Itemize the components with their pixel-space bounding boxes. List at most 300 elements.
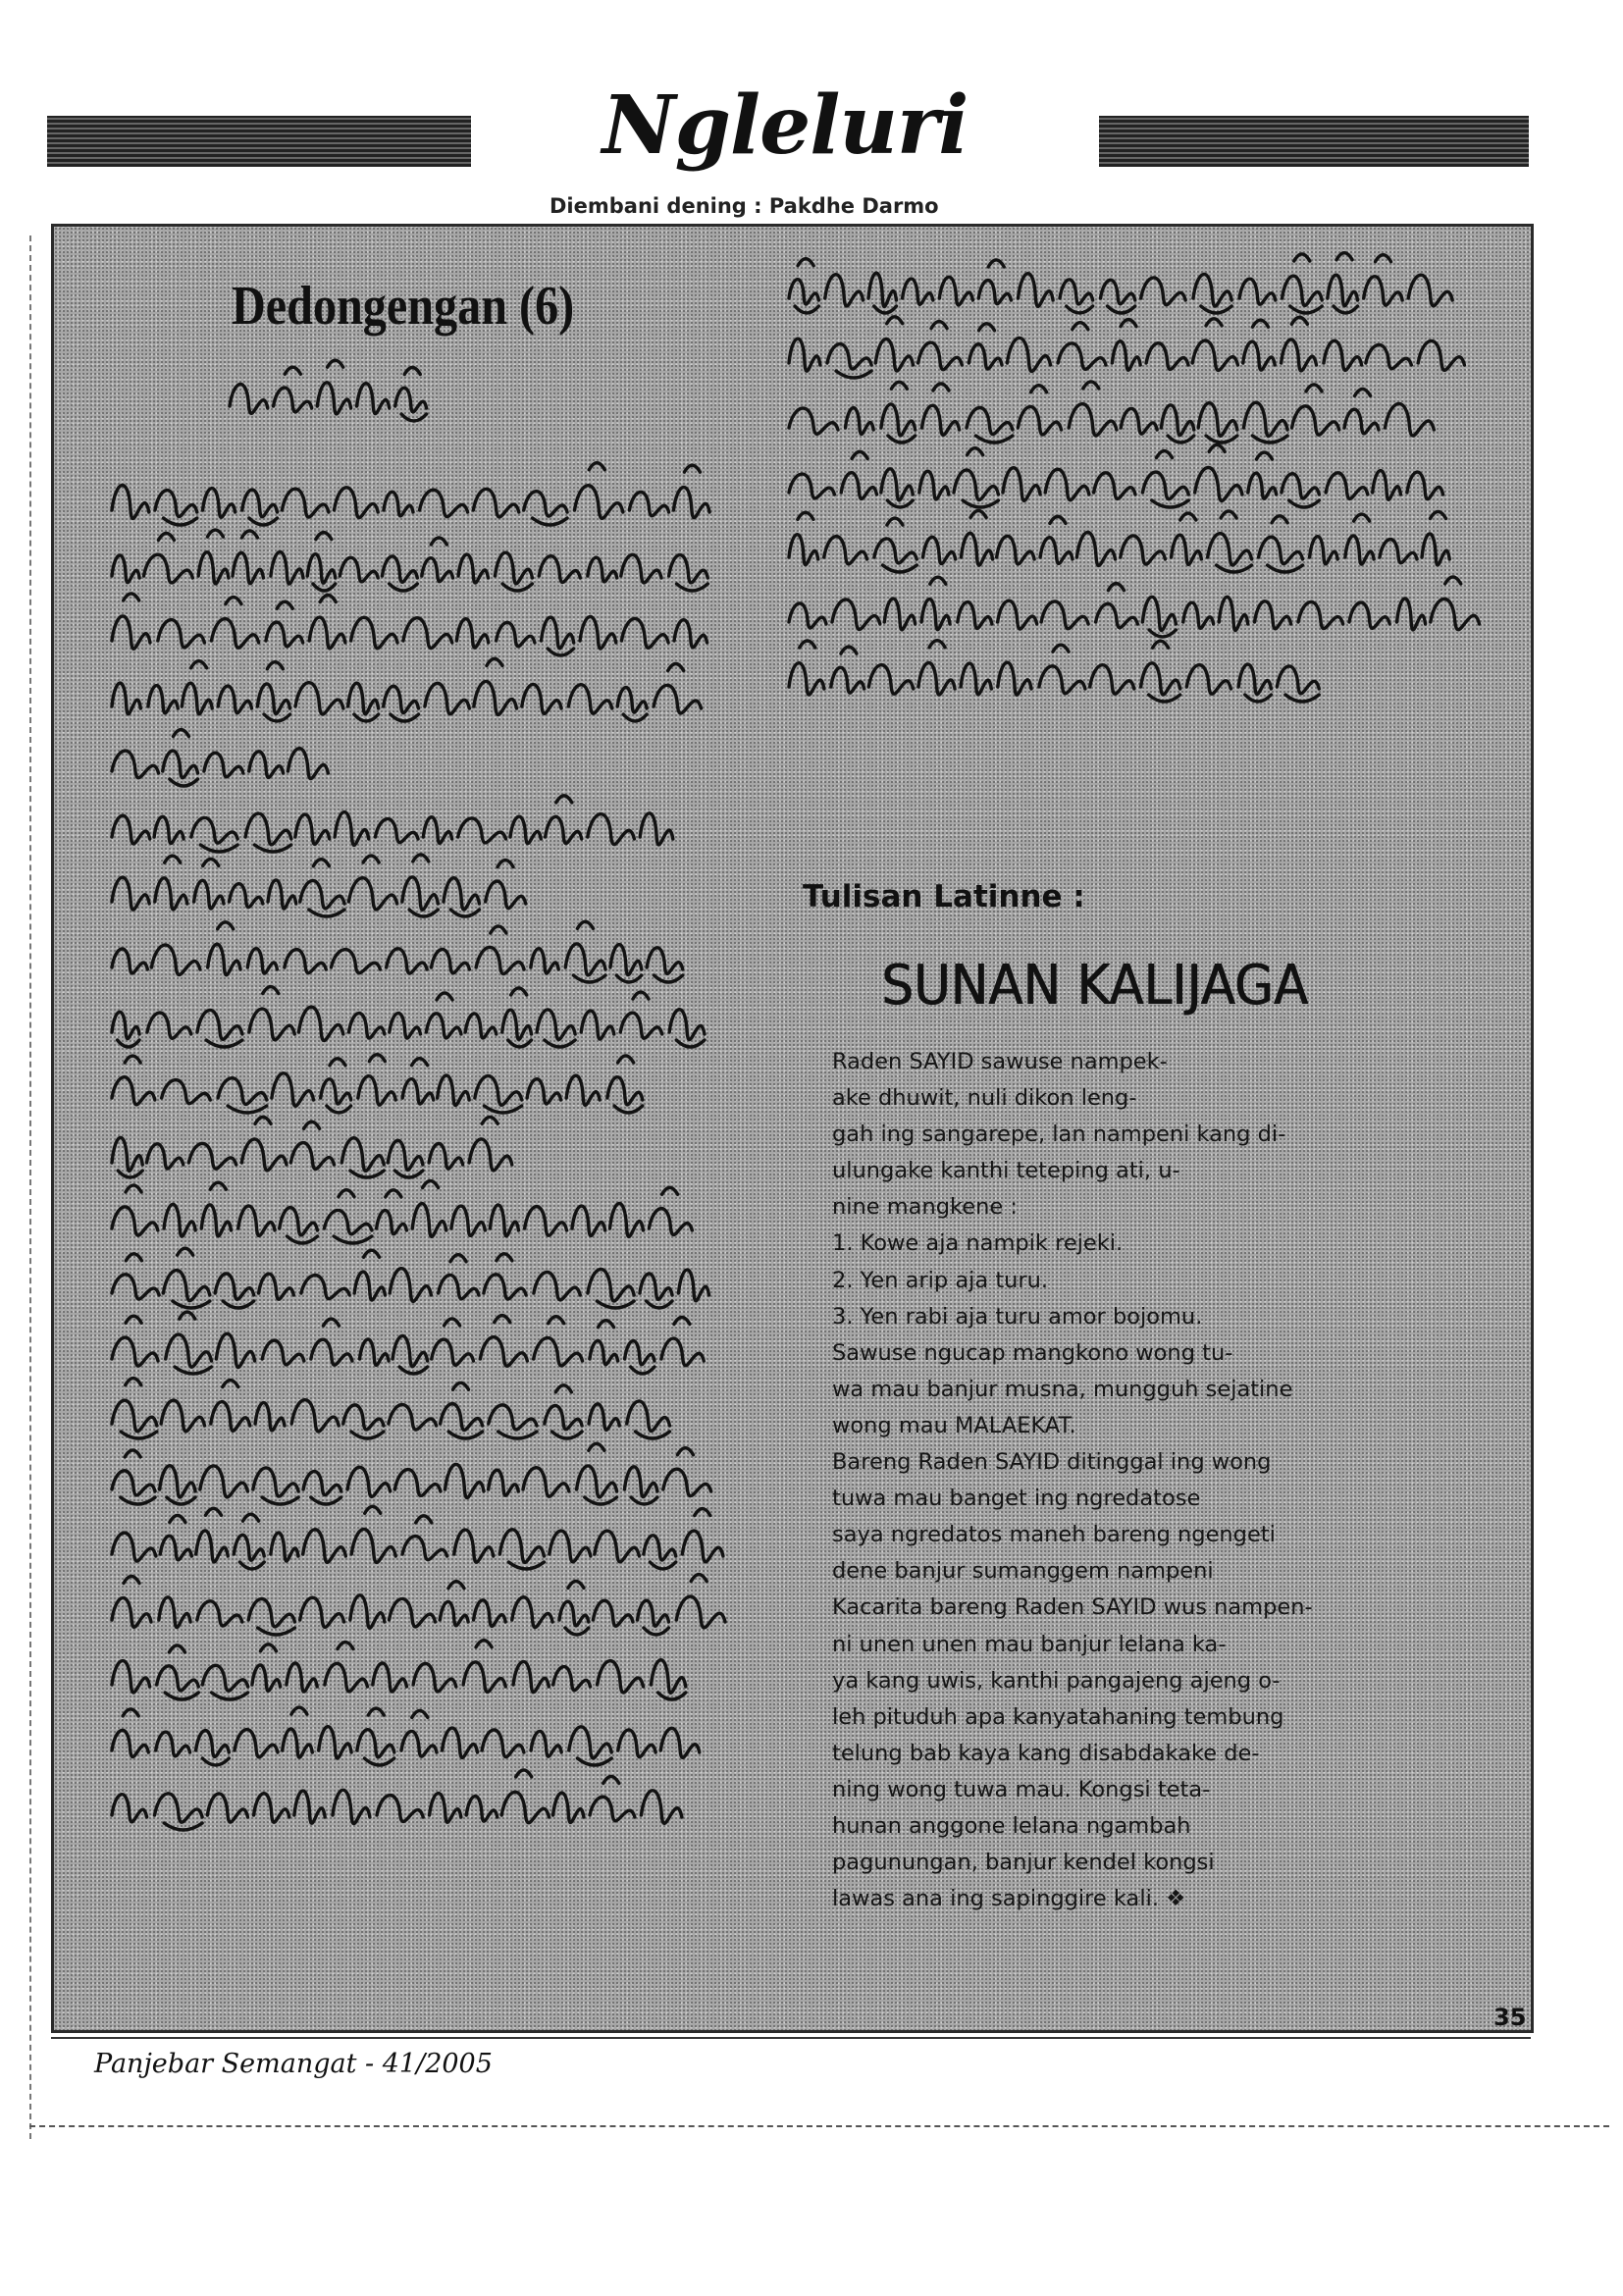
script-glyph bbox=[359, 1339, 389, 1365]
script-glyph bbox=[527, 1078, 560, 1103]
script-glyph bbox=[188, 1143, 236, 1169]
script-glyph bbox=[454, 1530, 494, 1562]
script-glyph bbox=[317, 360, 350, 414]
script-glyph bbox=[607, 1055, 643, 1112]
script-glyph bbox=[1326, 473, 1368, 499]
script-glyph bbox=[208, 921, 240, 974]
script-glyph bbox=[249, 752, 284, 778]
script-glyph bbox=[553, 1793, 584, 1822]
script-glyph bbox=[112, 486, 149, 519]
script-glyph bbox=[394, 1469, 441, 1495]
script-glyph bbox=[426, 993, 460, 1038]
script-glyph bbox=[375, 818, 418, 842]
story-line: ning wong tuwa mau. Kongsi teta- bbox=[832, 1776, 1211, 1802]
script-glyph bbox=[572, 1206, 605, 1235]
story-line: lawas ana ing sapinggire kali. ❖ bbox=[832, 1886, 1186, 1912]
script-glyph bbox=[155, 491, 197, 525]
story-title: SUNAN KALIJAGA bbox=[881, 954, 1308, 1018]
script-glyph bbox=[341, 1138, 384, 1177]
script-glyph bbox=[654, 663, 701, 712]
script-glyph bbox=[247, 948, 277, 972]
script-glyph bbox=[162, 1079, 211, 1103]
script-glyph bbox=[311, 1319, 352, 1365]
script-glyph bbox=[230, 884, 263, 908]
script-glyph bbox=[789, 259, 818, 313]
script-glyph bbox=[198, 530, 229, 584]
script-glyph bbox=[1003, 468, 1040, 501]
script-glyph bbox=[303, 1471, 341, 1503]
script-glyph bbox=[340, 557, 378, 582]
story-line: Raden SAYID sawuse nampek- bbox=[832, 1049, 1168, 1074]
javanese-script-line bbox=[108, 1252, 716, 1311]
script-glyph bbox=[288, 749, 328, 779]
script-glyph bbox=[546, 795, 582, 843]
script-glyph bbox=[401, 1710, 437, 1756]
script-glyph bbox=[539, 555, 580, 582]
script-glyph bbox=[218, 1077, 267, 1112]
script-glyph bbox=[112, 554, 139, 582]
script-glyph bbox=[241, 1117, 287, 1170]
script-glyph bbox=[194, 859, 224, 909]
script-glyph bbox=[624, 1466, 656, 1503]
script-glyph bbox=[1069, 382, 1117, 436]
javanese-script-line bbox=[108, 730, 353, 789]
script-glyph bbox=[390, 1269, 431, 1302]
script-glyph bbox=[148, 685, 178, 712]
scan-cut-line bbox=[29, 2125, 1609, 2127]
script-glyph bbox=[441, 1383, 483, 1438]
script-glyph bbox=[1183, 602, 1214, 628]
script-glyph bbox=[280, 1207, 318, 1242]
script-glyph bbox=[489, 1405, 537, 1438]
script-glyph bbox=[262, 1340, 303, 1365]
script-glyph bbox=[291, 1400, 339, 1432]
script-glyph bbox=[377, 1189, 407, 1233]
javanese-script-line bbox=[108, 926, 716, 985]
script-glyph bbox=[967, 408, 1013, 443]
script-glyph bbox=[154, 816, 183, 843]
script-glyph bbox=[566, 1075, 600, 1105]
script-glyph bbox=[559, 1581, 589, 1635]
script-glyph bbox=[569, 1726, 611, 1764]
script-glyph bbox=[444, 878, 479, 916]
script-glyph bbox=[1208, 511, 1252, 572]
script-glyph bbox=[295, 682, 343, 713]
script-glyph bbox=[789, 408, 838, 434]
script-glyph bbox=[1076, 533, 1115, 566]
script-glyph bbox=[1380, 540, 1417, 563]
script-glyph bbox=[588, 1270, 634, 1308]
script-glyph bbox=[203, 489, 236, 518]
script-glyph bbox=[112, 1254, 159, 1299]
script-glyph bbox=[1018, 386, 1061, 435]
script-glyph bbox=[335, 811, 369, 845]
script-glyph bbox=[282, 489, 328, 517]
script-glyph bbox=[475, 1075, 522, 1112]
script-glyph bbox=[384, 492, 413, 515]
script-glyph bbox=[476, 925, 524, 973]
script-glyph bbox=[430, 1794, 461, 1823]
script-glyph bbox=[238, 1206, 275, 1235]
script-glyph bbox=[157, 1645, 199, 1699]
script-glyph bbox=[351, 1506, 395, 1562]
script-glyph bbox=[903, 279, 933, 304]
script-glyph bbox=[939, 277, 972, 305]
script-glyph bbox=[319, 1726, 351, 1757]
script-glyph bbox=[1255, 601, 1291, 629]
script-glyph bbox=[285, 949, 326, 972]
javanese-script-line bbox=[108, 1383, 697, 1441]
script-glyph bbox=[1328, 253, 1358, 313]
script-glyph bbox=[674, 620, 707, 648]
story-line: pagunungan, banjur kendel kongsi bbox=[832, 1850, 1215, 1876]
script-glyph bbox=[191, 817, 237, 852]
script-glyph bbox=[644, 1536, 676, 1569]
script-glyph bbox=[553, 1667, 591, 1691]
script-glyph bbox=[432, 1318, 474, 1364]
script-glyph bbox=[423, 816, 451, 843]
script-glyph bbox=[510, 816, 541, 843]
script-glyph bbox=[230, 384, 268, 413]
script-glyph bbox=[216, 1333, 254, 1367]
script-glyph bbox=[348, 683, 379, 721]
script-glyph bbox=[202, 1665, 247, 1699]
javanese-script-line bbox=[108, 1057, 657, 1116]
script-glyph bbox=[482, 1730, 524, 1757]
script-glyph bbox=[158, 620, 204, 648]
script-glyph bbox=[1324, 340, 1362, 370]
script-glyph bbox=[201, 1182, 231, 1236]
script-glyph bbox=[425, 683, 469, 713]
script-glyph bbox=[1019, 274, 1054, 307]
script-glyph bbox=[443, 1728, 478, 1757]
script-glyph bbox=[1407, 472, 1443, 499]
story-line: wong mau MALAEKAT. bbox=[832, 1412, 1076, 1438]
script-glyph bbox=[1259, 516, 1303, 572]
javanese-script-line bbox=[785, 387, 1462, 445]
story-line: Kacarita bareng Raden SAYID wus nampen- bbox=[832, 1594, 1313, 1621]
script-glyph bbox=[266, 601, 303, 647]
publication-credit: Panjebar Semangat - 41/2005 bbox=[94, 2049, 493, 2079]
script-glyph bbox=[531, 1731, 561, 1756]
script-glyph bbox=[163, 730, 198, 786]
script-glyph bbox=[1239, 279, 1276, 304]
story-line: tuwa mau banget ing ngredatose bbox=[832, 1486, 1201, 1512]
javanese-script-line bbox=[108, 469, 716, 528]
script-glyph bbox=[112, 1184, 158, 1234]
script-glyph bbox=[923, 537, 956, 563]
javanese-script-line bbox=[226, 365, 442, 424]
story-line: Bareng Raden SAYID ditinggal ing wong bbox=[832, 1449, 1272, 1476]
javanese-script-line bbox=[108, 1187, 697, 1246]
script-glyph bbox=[413, 1663, 456, 1692]
script-glyph bbox=[577, 1443, 617, 1504]
script-glyph bbox=[1121, 536, 1166, 564]
script-glyph bbox=[357, 384, 390, 414]
script-glyph bbox=[881, 469, 913, 507]
script-glyph bbox=[568, 684, 611, 712]
script-glyph bbox=[403, 618, 452, 649]
story-line: leh pituduh apa kanyatahaning tembung bbox=[832, 1703, 1284, 1730]
script-glyph bbox=[647, 947, 683, 981]
javanese-script-line bbox=[108, 1774, 697, 1833]
script-glyph bbox=[1146, 343, 1188, 370]
script-glyph bbox=[389, 1598, 435, 1626]
story-line: ulungake kanthi teteping ati, u- bbox=[832, 1158, 1180, 1184]
story-line: 1. Kowe aja nampik rejeki. bbox=[832, 1230, 1124, 1257]
script-glyph bbox=[1349, 602, 1389, 628]
script-glyph bbox=[354, 1250, 385, 1300]
script-glyph bbox=[545, 1385, 582, 1438]
script-glyph bbox=[824, 537, 867, 564]
javanese-script-line bbox=[108, 1709, 716, 1768]
script-glyph bbox=[112, 1795, 147, 1822]
script-glyph bbox=[321, 1058, 351, 1112]
script-glyph bbox=[268, 880, 296, 909]
script-glyph bbox=[211, 1381, 250, 1432]
script-glyph bbox=[789, 603, 826, 628]
script-glyph bbox=[294, 1791, 325, 1823]
page-number: 35 bbox=[1493, 2004, 1527, 2031]
javanese-script-line bbox=[108, 796, 687, 855]
script-glyph bbox=[463, 1641, 505, 1693]
script-glyph bbox=[373, 1663, 407, 1692]
script-glyph bbox=[502, 988, 532, 1047]
script-glyph bbox=[581, 1011, 613, 1039]
script-glyph bbox=[159, 1596, 190, 1627]
script-glyph bbox=[218, 686, 251, 713]
script-glyph bbox=[918, 322, 963, 370]
script-glyph bbox=[395, 367, 427, 421]
script-glyph bbox=[490, 1204, 518, 1235]
script-glyph bbox=[522, 684, 561, 713]
javanese-script-line bbox=[785, 516, 1462, 575]
javanese-script-line bbox=[108, 1318, 716, 1377]
script-glyph bbox=[580, 616, 616, 649]
script-glyph bbox=[351, 617, 397, 648]
script-glyph bbox=[617, 687, 647, 720]
script-glyph bbox=[274, 367, 312, 412]
script-glyph bbox=[166, 1312, 212, 1374]
script-glyph bbox=[513, 1661, 549, 1692]
javanese-script-line bbox=[108, 1448, 716, 1507]
latin-subhead: Tulisan Latinne : bbox=[803, 879, 1085, 914]
script-glyph bbox=[534, 1272, 580, 1299]
script-glyph bbox=[287, 1663, 317, 1692]
script-glyph bbox=[649, 1187, 692, 1234]
script-glyph bbox=[301, 1276, 349, 1299]
script-glyph bbox=[978, 260, 1011, 304]
script-glyph bbox=[1161, 405, 1193, 443]
story-line: ni unen unen mau banjur lelana ka- bbox=[832, 1631, 1227, 1657]
story-line: wa mau banjur musna, mungguh sejatine bbox=[832, 1376, 1293, 1402]
script-glyph bbox=[211, 598, 258, 649]
script-glyph bbox=[160, 1515, 191, 1559]
script-glyph bbox=[954, 448, 998, 507]
script-glyph bbox=[669, 1010, 705, 1047]
script-glyph bbox=[402, 1516, 446, 1560]
script-glyph bbox=[235, 1729, 278, 1756]
script-glyph bbox=[918, 641, 955, 695]
javanese-script-line bbox=[785, 451, 1462, 510]
script-glyph bbox=[458, 554, 488, 583]
script-glyph bbox=[1172, 513, 1202, 564]
script-glyph bbox=[489, 1470, 519, 1495]
script-glyph bbox=[298, 1007, 342, 1040]
script-glyph bbox=[610, 944, 642, 981]
script-glyph bbox=[112, 1379, 157, 1438]
script-glyph bbox=[402, 1058, 434, 1103]
script-glyph bbox=[451, 1206, 485, 1235]
script-glyph bbox=[112, 1316, 158, 1366]
story-line: dene banjur sumanggem nampeni bbox=[832, 1558, 1214, 1585]
script-glyph bbox=[629, 492, 668, 515]
script-glyph bbox=[1007, 338, 1050, 371]
script-glyph bbox=[958, 602, 992, 629]
story-line: ake dhuwit, nuli dikon leng- bbox=[832, 1085, 1137, 1112]
script-glyph bbox=[875, 317, 913, 371]
story-body bbox=[832, 1044, 1440, 1917]
script-glyph bbox=[595, 1531, 640, 1562]
script-glyph bbox=[1385, 403, 1434, 436]
script-glyph bbox=[1292, 385, 1339, 435]
script-glyph bbox=[290, 1122, 334, 1169]
javanese-script-line bbox=[108, 1513, 716, 1572]
script-glyph bbox=[969, 324, 1002, 369]
script-glyph bbox=[390, 1014, 421, 1039]
script-glyph bbox=[919, 471, 949, 499]
script-glyph bbox=[1238, 664, 1271, 702]
script-glyph bbox=[1243, 402, 1287, 443]
script-glyph bbox=[112, 1708, 148, 1756]
script-glyph bbox=[1366, 344, 1411, 368]
script-glyph bbox=[841, 451, 876, 498]
script-glyph bbox=[598, 1661, 644, 1693]
script-glyph bbox=[998, 600, 1037, 629]
script-glyph bbox=[789, 339, 820, 371]
script-glyph bbox=[348, 856, 396, 910]
script-glyph bbox=[1219, 597, 1247, 630]
script-glyph bbox=[922, 384, 960, 435]
script-glyph bbox=[234, 1514, 264, 1569]
script-glyph bbox=[534, 1316, 583, 1365]
script-glyph bbox=[537, 1010, 575, 1047]
script-glyph bbox=[610, 1203, 644, 1236]
javanese-script-line bbox=[108, 1122, 520, 1180]
masthead-title: Nglelurі bbox=[471, 57, 1099, 214]
script-glyph bbox=[300, 860, 344, 916]
javanese-script-line bbox=[108, 665, 716, 724]
script-glyph bbox=[358, 1054, 395, 1105]
script-glyph bbox=[501, 1770, 549, 1823]
script-glyph bbox=[1101, 280, 1135, 313]
script-glyph bbox=[252, 1644, 281, 1692]
script-glyph bbox=[588, 813, 635, 844]
script-glyph bbox=[531, 948, 558, 972]
script-glyph bbox=[382, 555, 417, 590]
script-glyph bbox=[112, 1576, 151, 1627]
script-glyph bbox=[144, 533, 193, 583]
script-glyph bbox=[627, 1401, 670, 1438]
script-glyph bbox=[473, 489, 518, 517]
script-glyph bbox=[309, 595, 345, 648]
story-line: saya ngredatos maneh bareng ngengeti bbox=[832, 1522, 1276, 1548]
story-line: gah ing sangarepe, lan nampeni kang di- bbox=[832, 1122, 1286, 1148]
script-glyph bbox=[1040, 516, 1073, 563]
script-glyph bbox=[350, 1594, 385, 1627]
script-glyph bbox=[456, 619, 488, 648]
script-glyph bbox=[465, 1014, 497, 1038]
script-glyph bbox=[638, 1600, 669, 1635]
script-glyph bbox=[1283, 254, 1323, 313]
script-glyph bbox=[331, 949, 380, 972]
script-glyph bbox=[921, 577, 950, 629]
script-glyph bbox=[357, 1708, 394, 1765]
script-glyph bbox=[874, 518, 916, 572]
script-glyph bbox=[1198, 403, 1237, 443]
script-glyph bbox=[347, 1467, 391, 1496]
script-glyph bbox=[245, 813, 291, 852]
script-glyph bbox=[112, 815, 150, 844]
script-glyph bbox=[1418, 340, 1464, 370]
script-glyph bbox=[1141, 641, 1180, 702]
script-glyph bbox=[618, 1729, 655, 1756]
script-glyph bbox=[998, 662, 1031, 695]
script-glyph bbox=[112, 1012, 139, 1047]
script-glyph bbox=[868, 273, 896, 313]
script-glyph bbox=[307, 532, 335, 590]
script-glyph bbox=[1186, 665, 1230, 695]
javanese-script-line bbox=[108, 535, 716, 594]
script-glyph bbox=[1344, 389, 1379, 433]
script-glyph bbox=[590, 1776, 635, 1820]
script-glyph bbox=[271, 551, 303, 584]
script-glyph bbox=[112, 751, 159, 778]
script-glyph bbox=[257, 661, 289, 720]
script-glyph bbox=[384, 686, 419, 721]
script-glyph bbox=[271, 1533, 298, 1561]
script-glyph bbox=[200, 1465, 248, 1496]
script-glyph bbox=[1060, 280, 1093, 313]
script-glyph bbox=[474, 1599, 506, 1626]
script-glyph bbox=[196, 1508, 229, 1562]
script-glyph bbox=[525, 1206, 567, 1235]
script-glyph bbox=[1039, 645, 1085, 694]
script-glyph bbox=[1282, 317, 1317, 370]
script-glyph bbox=[303, 1530, 346, 1563]
script-glyph bbox=[846, 408, 874, 435]
script-glyph bbox=[1045, 469, 1089, 499]
script-glyph bbox=[163, 1248, 209, 1308]
script-glyph bbox=[469, 1117, 512, 1171]
script-glyph bbox=[146, 1144, 183, 1169]
script-glyph bbox=[112, 877, 149, 910]
script-glyph bbox=[112, 1533, 156, 1561]
script-glyph bbox=[1408, 275, 1452, 306]
script-glyph bbox=[593, 1600, 633, 1626]
script-glyph bbox=[255, 1403, 285, 1431]
script-glyph bbox=[283, 1707, 313, 1757]
scan-edge-line bbox=[29, 235, 31, 2139]
script-glyph bbox=[155, 1794, 203, 1830]
script-glyph bbox=[474, 658, 517, 714]
script-glyph bbox=[112, 1056, 155, 1105]
script-glyph bbox=[997, 536, 1034, 564]
script-glyph bbox=[1248, 452, 1277, 498]
script-glyph bbox=[324, 1189, 371, 1242]
script-glyph bbox=[1243, 320, 1275, 370]
javanese-script-line bbox=[108, 861, 520, 919]
